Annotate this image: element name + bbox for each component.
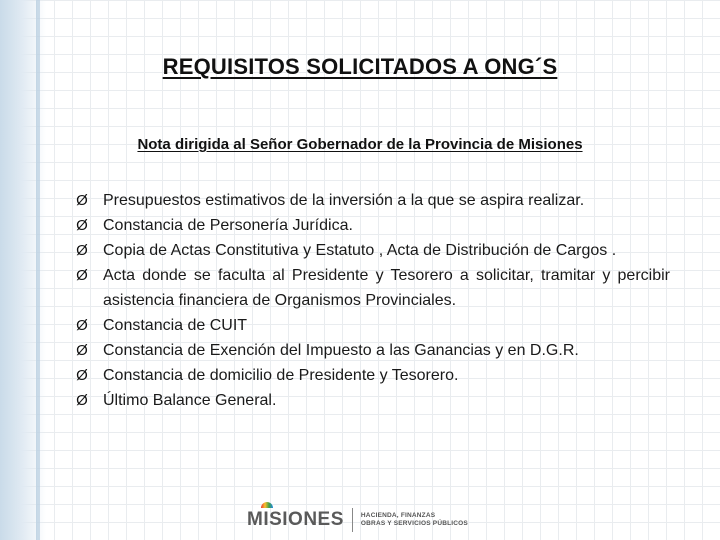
- requirement-text: Constancia de domicilio de Presidente y Tesorero.: [103, 367, 459, 384]
- arrow-bullet-icon: Ø: [76, 342, 88, 359]
- arrow-bullet-icon: Ø: [76, 217, 88, 234]
- arrow-bullet-icon: Ø: [76, 192, 88, 209]
- requirement-text: Copia de Actas Constitutiva y Estatuto , Acta de Distribución de Cargos .: [103, 242, 617, 259]
- list-item: [76, 188, 670, 213]
- logo-divider: [352, 508, 353, 532]
- arrow-bullet-icon: Ø: [76, 242, 88, 259]
- list-item: [76, 363, 670, 388]
- list-item: [76, 213, 670, 238]
- requirement-text: Constancia de Personería Jurídica.: [103, 217, 353, 234]
- slide-subtitle: Nota dirigida al Señor Gobernador de la Provincia de Misiones: [137, 136, 583, 153]
- list-item: [76, 263, 670, 313]
- list-item: [76, 338, 670, 363]
- list-item: [76, 388, 670, 413]
- list-item: [76, 313, 670, 338]
- arrow-bullet-icon: Ø: [76, 367, 88, 384]
- requirement-text: Constancia de Exención del Impuesto a las Ganancias y en D.G.R.: [103, 342, 579, 359]
- requirement-text: Acta donde se faculta al Presidente y Tesorero a solicitar, tramitar y percibir asistencia financiera de Organismos Provinciales.: [103, 267, 670, 309]
- left-decorative-bar: [36, 0, 40, 540]
- list-item: [76, 238, 670, 263]
- requirement-text: Constancia de CUIT: [103, 317, 248, 334]
- arrow-bullet-icon: Ø: [76, 317, 88, 334]
- logo-wordmark: MISIONES: [247, 509, 344, 531]
- requirement-text: Último Balance General.: [103, 392, 277, 409]
- logo-caption-line1: HACIENDA, FINANZAS: [360, 512, 436, 519]
- logo-accent-icon: [261, 502, 273, 508]
- arrow-bullet-icon: Ø: [76, 267, 88, 284]
- slide-title: REQUISITOS SOLICITADOS A ONG´S: [162, 54, 558, 79]
- logo-caption: [361, 512, 468, 528]
- requirement-text: Presupuestos estimativos de la inversión a la que se aspira realizar.: [103, 192, 585, 209]
- requirements-list: [76, 188, 670, 413]
- footer-logo: [247, 508, 468, 532]
- arrow-bullet-icon: Ø: [76, 392, 88, 409]
- logo-caption-line2: OBRAS Y SERVICIOS PÚBLICOS: [360, 520, 468, 527]
